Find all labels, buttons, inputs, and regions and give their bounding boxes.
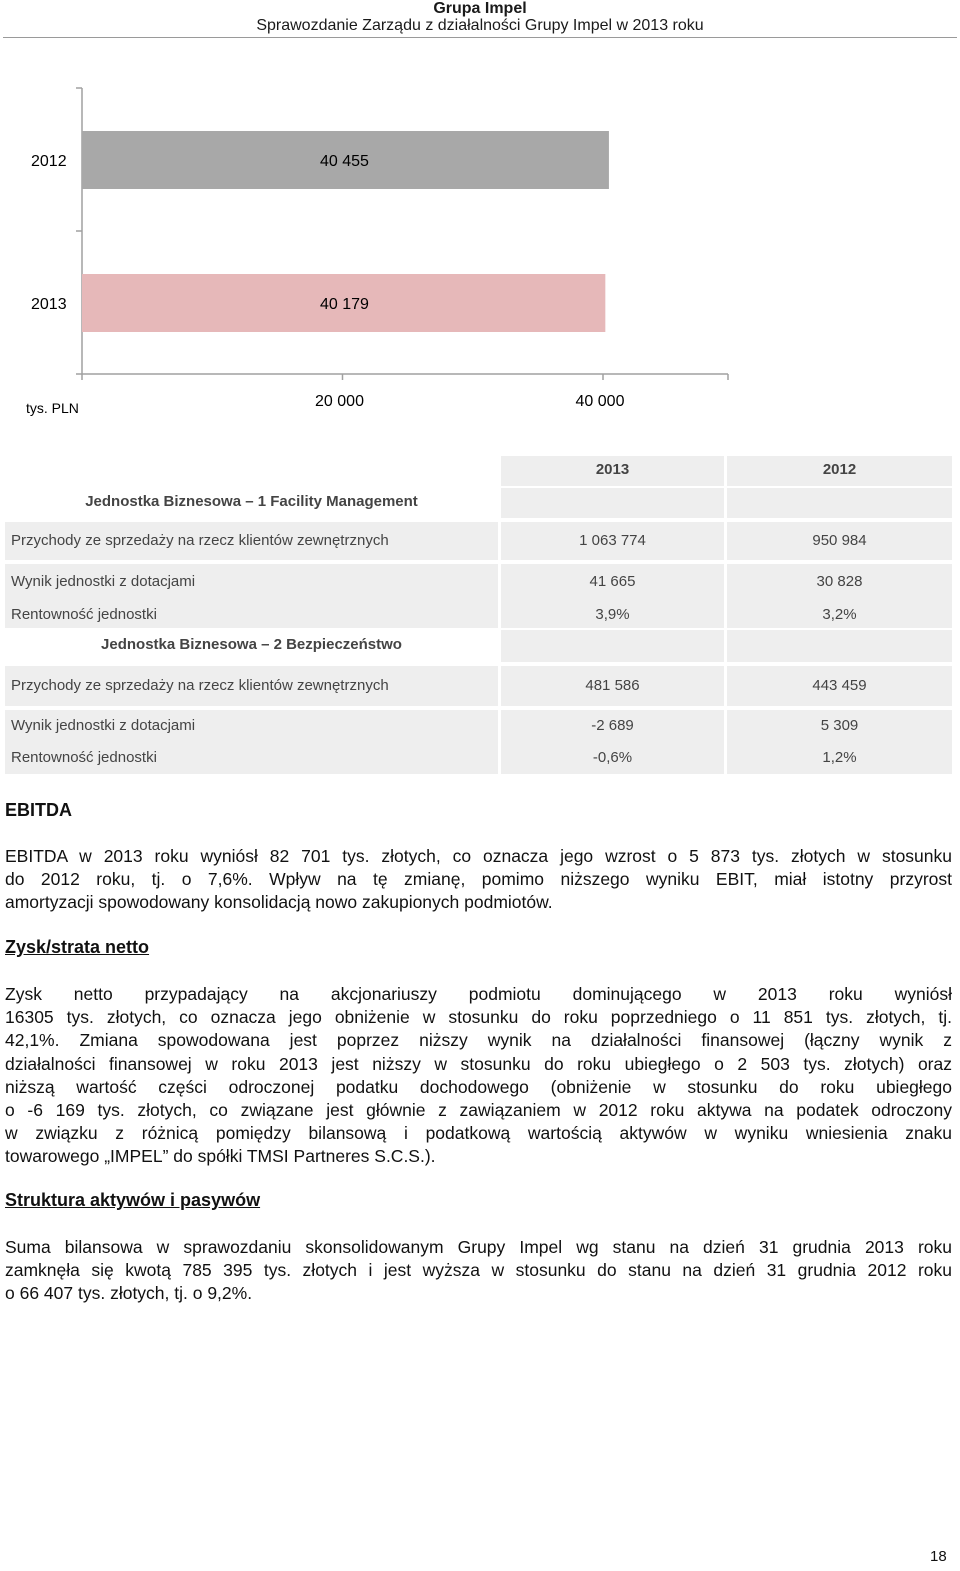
net-profit-paragraph: Zysk netto przypadający na akcjonariuszy podmiotu dominującego w 2013 roku wyniósł 16305 tys. złotych, co oznacza jego obniżenie w stosunku do roku poprzedniego o 11 851 tys. złotych, tj. 42,1%. Zmiana spowodowana jest poprzez niższy wynik na działalności finansowej (łączny wynik z działalności finansowej w roku 2013 jest niższy w stosunku do roku ubiegłego o 2 503 tys. złotych) oraz niższą wartość części odroczonej podatku dochodowego (obniżenie w stosunku do roku ubiegłego o -6 169 tys. złotych, co związane jest głównie z zawiązaniem w 2012 roku aktywa na podatek odroczony w związku z różnicą pomiędzy bilansową i podatkową wartością aktywów w wyniku wniesienia znaku towarowego „IMPEL” do spółki TMSI Partneres S.C.S.). <box>5 984 952 1167</box>
net-profit-heading: Zysk/strata netto <box>5 937 150 957</box>
table-header-empty <box>5 456 498 486</box>
table-row: Przychody ze sprzedaży na rzecz klientów zewnętrznych 1 063 774 950 984 <box>5 522 952 560</box>
table-row: Przychody ze sprzedaży na rzecz klientów zewnętrznych 481 586 443 459 <box>5 666 952 706</box>
segment2-title: Jednostka Biznesowa – 2 Bezpieczeństwo <box>101 636 402 653</box>
ebitda-paragraph: EBITDA w 2013 roku wyniósł 82 701 tys. złotych, co oznacza jego wzrost o 5 873 tys. złotych w stosunku do 2012 roku, tj. o 7,6%. Wpływ na tę zmianę, pomimo niższego wyniku EBIT, miał istotny przyrost amortyzacji spowodowany konsolidacją nowo zakupionych podmiotów. <box>5 846 952 913</box>
page-number: 18 <box>930 1548 947 1565</box>
revenue-bar-chart <box>0 80 960 425</box>
ebitda-heading: EBITDA <box>5 800 72 820</box>
table-header-row <box>5 456 952 486</box>
table-row: Wynik jednostki z dotacjami 41 665 30 828 <box>5 564 952 602</box>
chart-unit-label: tys. PLN <box>26 400 79 416</box>
segment1-title: Jednostka Biznesowa – 1 Facility Management <box>85 493 418 510</box>
segment2-title-row <box>5 630 952 662</box>
header-divider <box>3 37 957 38</box>
table-row: Rentowność jednostki 3,9% 3,2% <box>5 602 952 628</box>
segment1-title-row <box>5 488 952 518</box>
table-row: Wynik jednostki z dotacjami -2 689 5 309 <box>5 710 952 742</box>
x-tick-label: 40 000 <box>575 393 625 410</box>
column-header-2013: 2013 <box>501 456 724 486</box>
assets-heading: Struktura aktywów i pasywów <box>5 1190 261 1210</box>
x-tick-label: 20 000 <box>315 393 364 410</box>
table-row: Rentowność jednostki -0,6% 1,2% <box>5 742 952 774</box>
company-name: Grupa Impel <box>433 0 527 17</box>
report-title: Sprawozdanie Zarządu z działalności Grupy Impel w 2013 roku <box>256 17 704 34</box>
bar-value-label-2012: 40 455 <box>320 153 369 170</box>
column-header-2012: 2012 <box>727 456 952 486</box>
assets-paragraph: Suma bilansowa w sprawozdaniu skonsolidowanym Grupy Impel wg stanu na dzień 31 grudnia 2013 roku zamknęła się kwotą 785 395 tys. złotych i jest wyższa w stosunku do stanu na dzień 31 grudnia 2012 roku o 66 407 tys. złotych, tj. o 9,2%. <box>5 1237 952 1304</box>
category-label-2012: 2012 <box>31 153 67 170</box>
bar-value-label-2013: 40 179 <box>320 296 369 313</box>
category-label-2013: 2013 <box>31 296 67 313</box>
